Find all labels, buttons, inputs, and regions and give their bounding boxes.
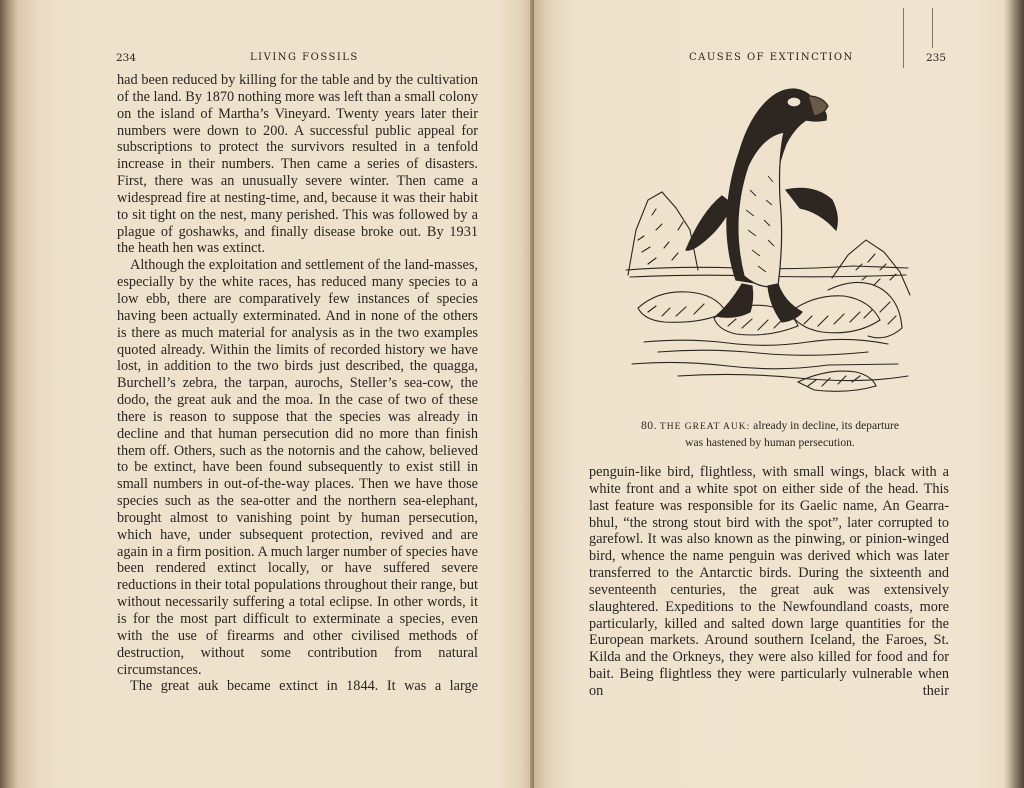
left-running-head: LIVING FOSSILS <box>250 52 359 63</box>
paragraph: had been reduced by killing for the table and by the cultivation of the land. By 1870 nothing more was left than a small colony on the island of Martha’s Vineyard. Twenty years later their numbers were down to 200. A successful public appeal for subscriptions to protect the survivors resulted in a tenfold increase in their numbers. Then came a series of disasters. First, there was an unusually severe winter. Then came a widespread fire at nesting-time, and, because it was their habit to sit tight on the nest, many perished. This was followed by a plague of goshawks, and finally disease broke out. By 1931 the heath hen was extinct. <box>117 72 478 257</box>
left-body-text <box>117 72 478 695</box>
right-page-number: 235 <box>926 52 947 64</box>
scan-mark <box>932 8 933 48</box>
paragraph: penguin-like bird, flightless, with small wings, black with a white front and a white spot on either side of the head. This last feature was responsible for its Gaelic name, An Gearra-bhul, “the strong stout bird with the spot”, later corrupted to garefowl. It was also known as the pinwing, or pinion-winged bird, whence the name penguin was derived which was later transferred to the Antarctic birds. During the sixteenth and seventeenth centuries, the great auk was extensively slaughtered. Expeditions to the Newfoundland coasts, more particularly, killed and salted down large quantities for the European markets. Around southern Iceland, the Faroes, St. Kilda and the Orkneys, they were also killed for food and for bait. Being flightless they were particularly vulnerable when on their <box>589 464 949 699</box>
great-auk-illustration <box>618 80 913 410</box>
right-running-head: CAUSES OF EXTINCTION <box>689 52 854 63</box>
paragraph: The great auk became extinct in 1844. It was a large <box>130 678 478 695</box>
figure-label: THE GREAT AUK: <box>659 422 751 432</box>
paragraph: Although the exploitation and settlement of the land-masses, especially by the white races, has reduced many species to a low ebb, there are comparatively few instances of species having been actually exterminated. And in none of the others is there as much material for analysis as in the two examples quoted already. Within the limits of recorded history we have lost, in addition to the two birds just described, the quagga, Burchell’s zebra, the tarpan, aurochs, Steller’s sea-cow, the dodo, the great auk and the moa. In the case of two of these there is reason to suppose that the species was already in decline and that human persecution did no more than finish them off. Others, such as the notornis and the cahow, believed to be extinct, have been found subsequently to exist still in small numbers in out-of-the-way places. Then we have those species such as the sea-otter and the northern sea-elephant, brought almost to vanishing point by human persecution, which have, under subsequent protection, revived and are again in a firm position. A much larger number of species have been rendered extinct locally, or have suffered severe reductions in their total populations throughout their range, but without necessarily suffering a total eclipse. In other words, it is for the most part difficult to exterminate a species, even with the use of firearms and other civilised methods of destruction, without some contribution from natural circumstances. <box>117 257 478 678</box>
figure-caption-line2: was hastened by human persecution. <box>685 436 855 449</box>
page-edge-shadow <box>1004 0 1024 788</box>
left-page-number: 234 <box>116 52 137 64</box>
right-body-text <box>589 464 949 700</box>
figure-caption <box>590 418 950 450</box>
figure-number: 80. <box>641 419 657 432</box>
figure-caption-line1: already in decline, its departure <box>753 419 899 432</box>
scan-mark <box>903 8 904 68</box>
